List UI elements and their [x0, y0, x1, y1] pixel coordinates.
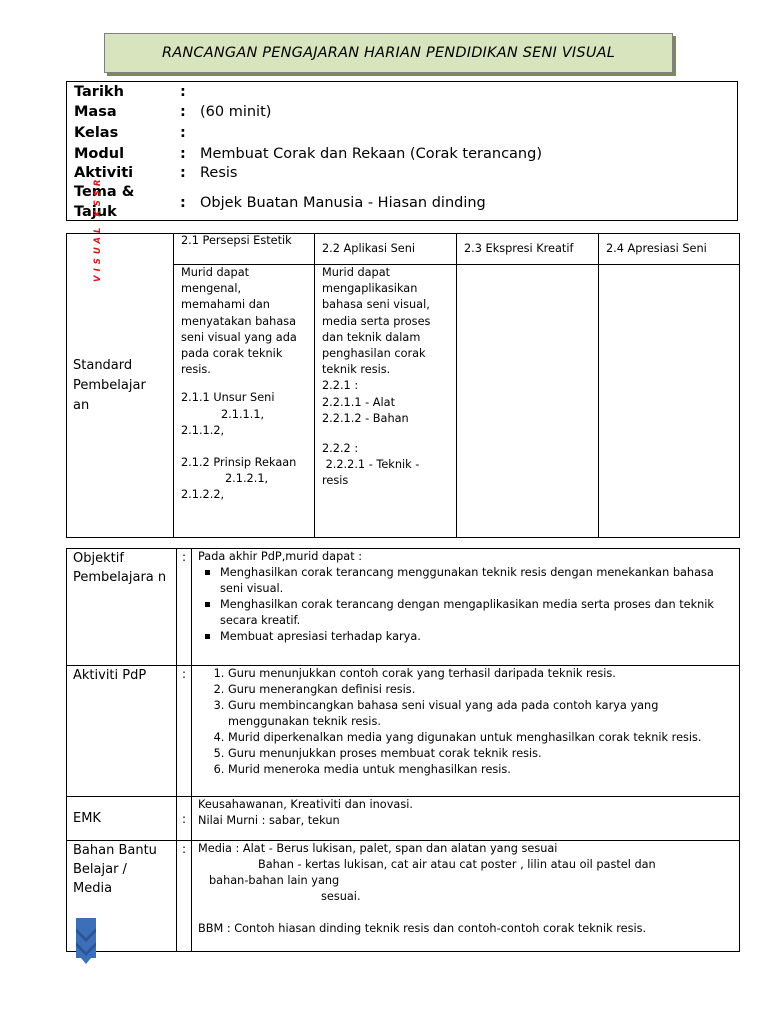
list-item: Menghasilkan corak terancang dengan mengaplikasikan media serta proses dan teknik secara kreatif. [220, 597, 733, 629]
list-item: 2. Guru menerangkan definisi resis. [228, 682, 733, 698]
s222: 2.2.2 : [322, 442, 359, 456]
emk-line1: Keusahawanan, Kreativiti dan inovasi. [198, 798, 413, 811]
persepsi-intro: Murid dapat mengenal, memahami dan menyatakan bahasa seni visual yang ada pada corak teknik resis. [181, 266, 297, 377]
header-ekspresi: 2.3 Ekspresi Kreatif [457, 234, 599, 265]
objektif-colon: : [177, 549, 192, 666]
aplikasi-intro: Murid dapat mengaplikasikan bahasa seni visual, media serta proses dan teknik dalam penghasilan corak teknik resis. [322, 266, 431, 377]
emk-line2: Nilai Murni : sabar, tekun [198, 814, 340, 827]
info-label-tarikh: Tarikh [74, 84, 124, 100]
cell-persepsi [174, 265, 315, 538]
info-label-tajuk: Tajuk [74, 204, 117, 220]
list-item: Membuat apresiasi terhadap karya. [220, 629, 733, 645]
aktiviti-colon: : [177, 666, 192, 797]
aktiviti-list [198, 666, 733, 778]
info-label-modul: Modul [74, 146, 125, 162]
objektif-intro: Pada akhir PdP,murid dapat : [198, 550, 363, 563]
info-value-modul: Membuat Corak dan Rekaan (Corak terancang) [200, 146, 542, 162]
bahan-line4: sesuai. [321, 890, 361, 903]
standard-side-label [67, 234, 174, 538]
aktiviti-label: Aktiviti PdP [67, 666, 177, 797]
objektif-list [198, 565, 733, 645]
prinsip-a: 2.1.2.1, [225, 472, 269, 486]
info-label-aktiviti: Aktiviti [74, 165, 134, 181]
row-bahan [67, 841, 740, 952]
objektif-content [192, 549, 740, 666]
info-colon: : [180, 195, 186, 211]
cell-ekspresi [457, 265, 599, 538]
cell-apresiasi [599, 265, 740, 538]
standard-table [66, 233, 740, 538]
standard-side-label-text: Standard Pembelajar an [73, 357, 146, 413]
unsur-a: 2.1.1.1, [221, 407, 265, 421]
emk-colon: : [177, 797, 192, 841]
emk-label: EMK [67, 797, 177, 841]
list-item: 4. Murid diperkenalkan media yang digunakan untuk menghasilkan corak teknik resis. [228, 730, 733, 746]
header-aplikasi: 2.2 Aplikasi Seni [315, 234, 457, 265]
info-colon: : [180, 104, 186, 120]
header-apresiasi: 2.4 Apresiasi Seni [599, 234, 740, 265]
details-table [66, 548, 740, 952]
info-colon: : [180, 146, 186, 162]
info-label-masa: Masa [74, 104, 117, 120]
row-emk [67, 797, 740, 841]
unsur-title: 2.1.1 Unsur Seni [181, 391, 275, 405]
bahan-line2: Bahan - kertas lukisan, cat air atau cat poster , lilin atau oil pastel dan [258, 858, 656, 871]
info-value-aktiviti: Resis [200, 165, 238, 181]
list-item: 6. Murid meneroka media untuk menghasilkan resis. [228, 762, 733, 778]
cell-aplikasi [315, 265, 457, 538]
s2212: 2.2.1.2 - Bahan [322, 411, 409, 425]
prinsip-title: 2.1.2 Prinsip Rekaan [181, 456, 297, 470]
list-item: 5. Guru menunjukkan proses membuat corak teknik resis. [228, 746, 733, 762]
info-label-tema: Tema & [74, 184, 135, 200]
emk-content [192, 797, 740, 841]
s2211: 2.2.1.1 - Alat [322, 395, 395, 409]
list-item: Menghasilkan corak terancang menggunakan teknik resis dengan menekankan bahasa seni visual. [220, 565, 733, 597]
list-item: 3. Guru membincangkan bahasa seni visual yang ada pada contoh karya yang menggunakan teknik resis. [228, 698, 733, 730]
bahan-label: Bahan Bantu Belajar / Media [67, 841, 177, 952]
ribbon-icon [76, 918, 96, 964]
info-colon: : [180, 165, 186, 181]
unsur-b: 2.1.1.2, [181, 423, 225, 437]
aktiviti-content [192, 666, 740, 797]
bahan-colon: : [177, 841, 192, 952]
bahan-content [192, 841, 740, 952]
bahan-line1: Media : Alat - Berus lukisan, palet, span dan alatan yang sesuai [198, 842, 558, 855]
row-objektif [67, 549, 740, 666]
prinsip-b: 2.1.2.2, [181, 488, 225, 502]
row-aktiviti [67, 666, 740, 797]
objektif-label: Objektif Pembelajara n [67, 549, 177, 666]
info-value-tema: Objek Buatan Manusia - Hiasan dinding [200, 195, 486, 211]
bahan-bbm: BBM : Contoh hiasan dinding teknik resis dan contoh-contoh corak teknik resis. [198, 922, 647, 935]
header-info-box [66, 81, 738, 221]
list-item: 1. Guru menunjukkan contoh corak yang terhasil daripada teknik resis. [228, 666, 733, 682]
info-colon: : [180, 125, 186, 141]
info-colon: : [180, 84, 186, 100]
header-persepsi: 2.1 Persepsi Estetik [174, 234, 315, 265]
s221: 2.2.1 : [322, 379, 359, 393]
stamp-text: VISUAL KSSR [93, 175, 103, 282]
title-banner [104, 33, 673, 73]
page-title: RANCANGAN PENGAJARAN HARIAN PENDIDIKAN SENI VISUAL [161, 45, 616, 61]
bahan-line3: bahan-bahan lain yang [209, 874, 340, 887]
info-value-masa: (60 minit) [200, 104, 272, 120]
info-label-kelas: Kelas [74, 125, 119, 141]
s2221: 2.2.2.1 - Teknik - resis [322, 458, 423, 488]
